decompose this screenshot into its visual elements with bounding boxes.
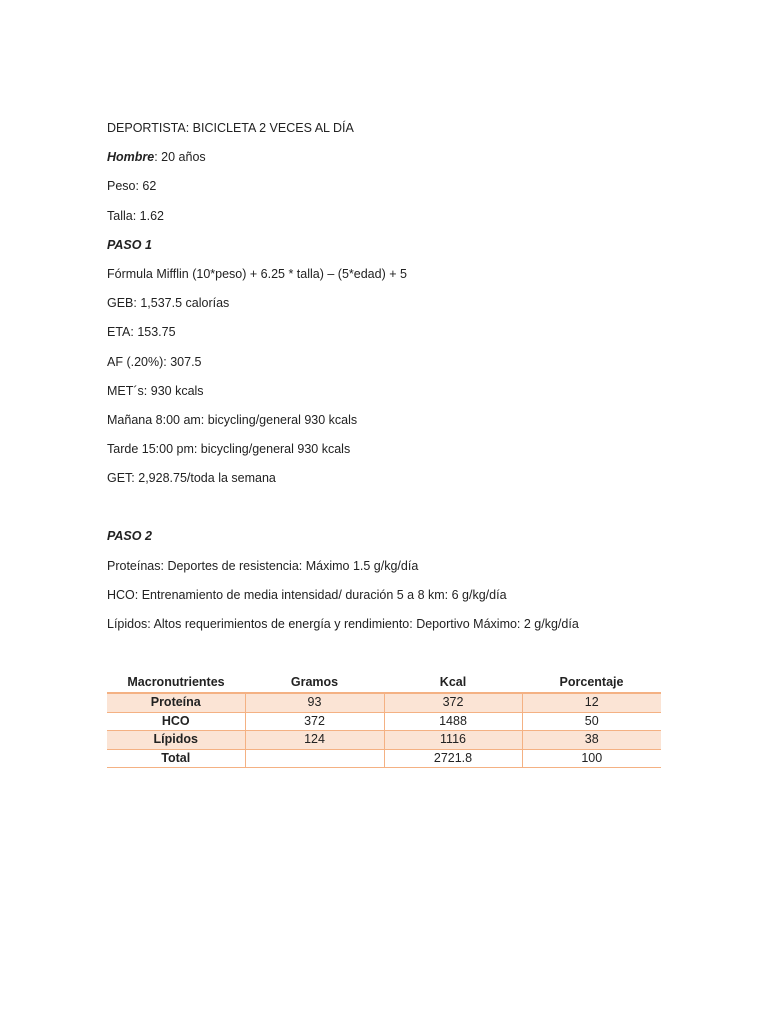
- spacer: [107, 499, 707, 528]
- macronutrients-table: [107, 672, 661, 768]
- eta-line: ETA: 153.75: [107, 325, 176, 340]
- step1-heading: PASO 1: [107, 237, 152, 252]
- header-kcal: Kcal: [384, 672, 522, 693]
- gender-label: Hombre: [107, 150, 155, 165]
- lipids-line: Lípidos: Altos requerimientos de energía y rendimiento: Deportivo Máximo: 2 g/kg/día: [107, 617, 579, 631]
- kcal-cell: 1488: [384, 712, 522, 731]
- geb-line: GEB: 1,537.5 calorías: [107, 296, 230, 311]
- morning-activity-line: Mañana 8:00 am: bicycling/general 930 kcals: [107, 412, 358, 427]
- porcentaje-cell: 12: [522, 693, 661, 712]
- document-body: [107, 120, 707, 645]
- kcal-cell: 2721.8: [384, 749, 522, 768]
- porcentaje-cell: 50: [522, 712, 661, 731]
- row-name-cell: Lípidos: [107, 731, 245, 750]
- table-header-row: [107, 672, 661, 693]
- porcentaje-cell: 100: [522, 749, 661, 768]
- mets-line: MET´s: 930 kcals: [107, 383, 204, 398]
- table-row: [107, 712, 661, 731]
- header-macronutrientes: Macronutrientes: [107, 672, 245, 693]
- get-line: GET: 2,928.75/toda la semana: [107, 471, 276, 486]
- weight-line: Peso: 62: [107, 179, 157, 194]
- table-row: [107, 731, 661, 750]
- header-porcentaje: Porcentaje: [522, 672, 661, 693]
- gender-value: : 20 años: [154, 150, 206, 165]
- step2-heading: PASO 2: [107, 529, 152, 544]
- gramos-cell: 93: [245, 693, 384, 712]
- title-line: DEPORTISTA: BICICLETA 2 VECES AL DÍA: [107, 121, 354, 135]
- table-row-total: [107, 749, 661, 768]
- kcal-cell: 1116: [384, 731, 522, 750]
- row-name-cell: Total: [107, 749, 245, 768]
- formula-line: Fórmula Mifflin (10*peso) + 6.25 * talla) – (5*edad) + 5: [107, 266, 407, 281]
- porcentaje-cell: 38: [522, 731, 661, 750]
- af-line: AF (.20%): 307.5: [107, 354, 202, 369]
- protein-line: Proteínas: Deportes de resistencia: Máximo 1.5 g/kg/día: [107, 558, 419, 573]
- gramos-cell: 124: [245, 731, 384, 750]
- kcal-cell: 372: [384, 693, 522, 712]
- row-name-cell: HCO: [107, 712, 245, 731]
- row-name-cell: Proteína: [107, 693, 245, 712]
- gramos-cell: 372: [245, 712, 384, 731]
- hco-line: HCO: Entrenamiento de media intensidad/ duración 5 a 8 km: 6 g/kg/día: [107, 587, 507, 602]
- table-row: [107, 693, 661, 712]
- gramos-cell: [245, 749, 384, 768]
- gender-age-line: [107, 149, 707, 165]
- header-gramos: Gramos: [245, 672, 384, 693]
- afternoon-activity-line: Tarde 15:00 pm: bicycling/general 930 kcals: [107, 442, 351, 457]
- height-line: Talla: 1.62: [107, 208, 164, 223]
